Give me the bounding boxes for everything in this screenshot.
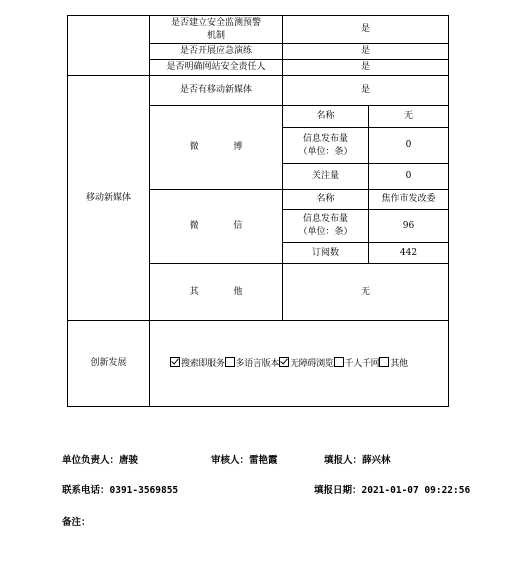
weibo-posts-value: 0 xyxy=(369,128,449,164)
checkbox-checked-icon[interactable] xyxy=(279,357,289,367)
report-date: 填报日期：2021-01-07 09:22:56 xyxy=(314,485,471,496)
option-personalized-label: 千人千网 xyxy=(344,358,380,369)
option-multilingual-label: 多语言版本 xyxy=(235,358,280,369)
contact-phone: 联系电话：0391-3569855 xyxy=(62,485,179,496)
unit-head: 单位负责人：唐骏 xyxy=(62,455,139,466)
has-mobile-media-value: 是 xyxy=(283,76,449,106)
weibo-follow-value: 0 xyxy=(369,164,449,190)
option-accessibility-label: 无障碍浏览 xyxy=(290,358,334,369)
checkbox-checked-icon[interactable] xyxy=(170,357,180,367)
weibo-posts-label: 信息发布量 （单位：条） xyxy=(283,128,369,164)
remark: 备注： xyxy=(62,517,91,528)
wechat-name-label: 名称 xyxy=(283,190,369,210)
reviewer: 审核人：雷艳霞 xyxy=(211,455,278,466)
innovation-options xyxy=(150,321,449,407)
innovation-label: 创新发展 xyxy=(68,321,150,407)
has-mobile-media-label: 是否有移动新媒体 xyxy=(150,76,283,106)
option-other[interactable] xyxy=(379,359,407,369)
option-accessibility[interactable] xyxy=(279,359,334,369)
wechat-subs-value: 442 xyxy=(369,243,449,264)
weibo-name-label: 名称 xyxy=(283,106,369,128)
wechat-label: 微 信 xyxy=(150,190,283,264)
option-search-service[interactable] xyxy=(170,359,225,369)
other-media-value: 无 xyxy=(283,264,449,321)
security-officer-label: 是否明确网站安全责任人 xyxy=(150,60,283,76)
option-personalized[interactable] xyxy=(334,359,380,369)
weibo-label: 微 博 xyxy=(150,106,283,190)
option-multilingual[interactable] xyxy=(225,359,280,369)
wechat-posts-value: 96 xyxy=(369,210,449,243)
security-officer-value: 是 xyxy=(283,60,449,76)
emergency-drill-value: 是 xyxy=(283,44,449,60)
wechat-posts-label: 信息发布量 （单位：条） xyxy=(283,210,369,243)
wechat-name-value: 焦作市发改委 xyxy=(369,190,449,210)
mobile-media-section-label: 移动新媒体 xyxy=(68,76,150,321)
checkbox-unchecked-icon[interactable] xyxy=(379,357,389,367)
checkbox-unchecked-icon[interactable] xyxy=(225,357,235,367)
other-media-label: 其 他 xyxy=(150,264,283,321)
report-table xyxy=(67,15,449,407)
empty-section-cell xyxy=(68,16,150,76)
emergency-drill-label: 是否开展应急演练 xyxy=(150,44,283,60)
wechat-subs-label: 订阅数 xyxy=(283,243,369,264)
option-other-label: 其他 xyxy=(390,358,408,369)
filler: 填报人：薛兴林 xyxy=(324,455,391,466)
security-monitoring-value: 是 xyxy=(283,16,449,44)
checkbox-unchecked-icon[interactable] xyxy=(334,357,344,367)
security-monitoring-label: 是否建立安全监测预警 机制 xyxy=(150,16,283,44)
weibo-name-value: 无 xyxy=(369,106,449,128)
option-search-service-label: 搜索即服务 xyxy=(181,358,225,369)
weibo-follow-label: 关注量 xyxy=(283,164,369,190)
